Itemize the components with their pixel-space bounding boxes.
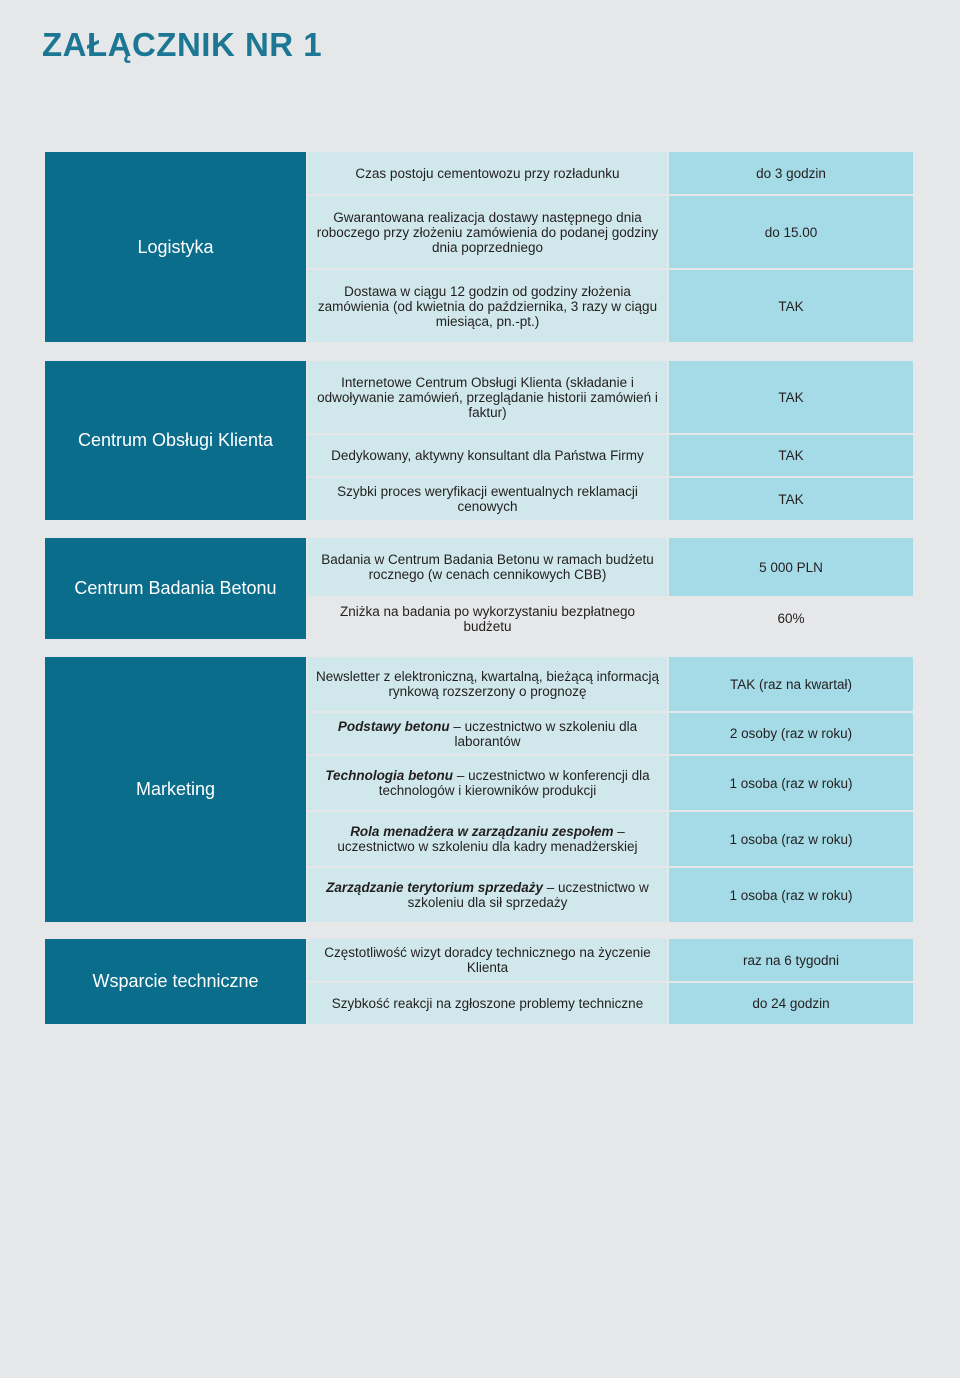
training-name: Podstawy betonu: [337, 718, 450, 734]
row-desc: [308, 812, 667, 866]
row-value: do 15.00: [669, 196, 913, 268]
training-detail: – uczestnictwo w szkoleniu dla kadry menadżerskiej: [337, 824, 638, 854]
row-value: TAK: [669, 478, 913, 520]
row-value: TAK: [669, 270, 913, 342]
row-desc: Badania w Centrum Badania Betonu w ramach budżetu rocznego (w cenach cennikowych CBB): [308, 538, 667, 596]
training-name: Rola menadżera w zarządzaniu zespołem: [350, 824, 614, 839]
section-cok: [45, 361, 913, 520]
row-value: 2 osoby (raz w roku): [669, 713, 913, 754]
row-desc: Dostawa w ciągu 12 godzin od godziny złożenia zamówienia (od kwietnia do października, 3 razy w ciągu miesiąca, pn.-pt.): [308, 270, 667, 342]
row-desc: Szybkość reakcji na zgłoszone problemy techniczne: [308, 983, 667, 1024]
category-logistyka: Logistyka: [45, 152, 306, 342]
row-desc: Gwarantowana realizacja dostawy następnego dnia roboczego przy złożeniu zamówienia do podanej godziny dnia poprzedniego: [308, 196, 667, 268]
row-desc: [308, 868, 667, 922]
row-value: 1 osoba (raz w roku): [669, 812, 913, 866]
category-cbb: Centrum Badania Betonu: [45, 538, 306, 639]
row-value: TAK (raz na kwartał): [669, 657, 913, 711]
row-desc: Czas postoju cementowozu przy rozładunku: [308, 152, 667, 194]
training-detail: – uczestnictwo w konferencji dla technologów i kierowników produkcji: [378, 768, 650, 798]
training-name: Technologia betonu: [325, 768, 454, 783]
row-value: raz na 6 tygodni: [669, 939, 913, 981]
category-marketing: Marketing: [45, 657, 306, 922]
section-wsparcie: [45, 939, 913, 1024]
row-value: TAK: [669, 361, 913, 433]
training-detail: – uczestnictwo w szkoleniu dla laborantów: [453, 718, 638, 749]
row-value: 1 osoba (raz w roku): [669, 868, 913, 922]
section-cbb: [45, 538, 913, 639]
row-value: 5 000 PLN: [669, 538, 913, 596]
section-logistyka: [45, 152, 913, 342]
row-desc: [308, 713, 667, 754]
row-value: 1 osoba (raz w roku): [669, 756, 913, 810]
training-detail: – uczestnictwo w szkoleniu dla sił sprzedaży: [407, 880, 649, 910]
row-desc: Częstotliwość wizyt doradcy technicznego na życzenie Klienta: [308, 939, 667, 981]
row-value: 60%: [777, 611, 805, 626]
row-desc: Internetowe Centrum Obsługi Klienta (składanie i odwoływanie zamówień, przeglądanie historii zamówień i faktur): [308, 361, 667, 433]
page-title: ZAŁĄCZNIK NR 1: [42, 26, 323, 63]
row-value: do 24 godzin: [669, 983, 913, 1024]
row-desc: [308, 756, 667, 810]
training-name: Zarządzanie terytorium sprzedaży: [326, 880, 543, 895]
row-desc: Dedykowany, aktywny konsultant dla Państwa Firmy: [308, 435, 667, 476]
row-desc: Newsletter z elektroniczną, kwartalną, bieżącą informacją rynkową rozszerzony o prognozę: [308, 657, 667, 711]
row-value: TAK: [669, 435, 913, 476]
category-wsparcie: Wsparcie techniczne: [45, 939, 306, 1024]
category-cok: Centrum Obsługi Klienta: [45, 361, 306, 520]
row-desc: Zniżka na badania po wykorzystaniu bezpłatnego budżetu: [340, 603, 635, 634]
section-marketing: [45, 657, 913, 922]
row-value: do 3 godzin: [669, 152, 913, 194]
row-desc: Szybki proces weryfikacji ewentualnych reklamacji cenowych: [308, 478, 667, 520]
